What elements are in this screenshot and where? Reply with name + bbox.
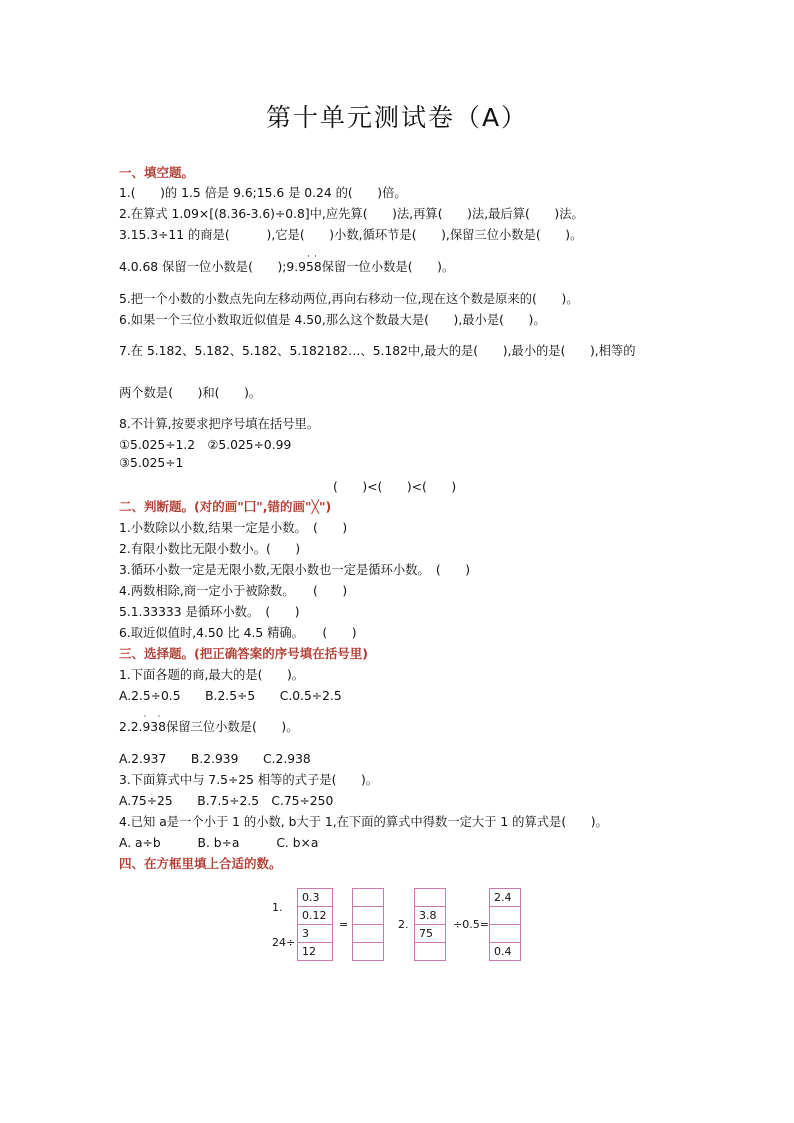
choice-3-options: A.75÷25 B.7.5÷2.5 C.75÷250 bbox=[119, 794, 334, 808]
equals-sign: = bbox=[339, 918, 349, 931]
repeat-dot: · bbox=[314, 252, 317, 262]
box-left-1: 0.3 bbox=[297, 888, 333, 907]
choice-4: 4.已知 a是一个小于 1 的小数, b大于 1,在下面的算式中得数一定大于 1 的算式是( )。 bbox=[119, 815, 608, 829]
choice-1-options: A.2.5÷0.5 B.2.5÷5 C.0.5÷2.5 bbox=[119, 689, 342, 703]
repeating-digits: 938 · · bbox=[142, 712, 166, 734]
box-right-4: 0.4 bbox=[489, 942, 521, 961]
judge-1: 1.小数除以小数,结果一定是小数。 ( ) bbox=[119, 521, 348, 535]
repeating-digits: 58 · · bbox=[306, 252, 322, 274]
question-1: 1.( )的 1.5 倍是 9.6;15.6 是 0.24 的( )倍。 bbox=[119, 186, 407, 200]
answer-box-3[interactable] bbox=[352, 924, 384, 943]
choice-2-part-c: 保留三位小数是( )。 bbox=[165, 720, 299, 734]
choice-4-options: A. a÷b B. b÷a C. b×a bbox=[119, 836, 319, 850]
answer-box-2[interactable] bbox=[352, 906, 384, 925]
question-4 bbox=[119, 252, 455, 275]
section-heading-fill: 一、填空题。 bbox=[119, 165, 195, 180]
repeat-dot: · bbox=[307, 252, 310, 262]
page-title: 第十单元测试卷（A） bbox=[265, 103, 529, 132]
question-2: 2.在算式 1.09×[(8.36-3.6)÷0.8]中,应先算( )法,再算( )法,最后算( )法。 bbox=[119, 207, 584, 221]
question-8: 8.不计算,按要求把序号填在括号里。 bbox=[119, 417, 320, 431]
question-8-answer-blanks: ( )<( )<( ) bbox=[333, 480, 457, 494]
question-5: 5.把一个小数的小数点先向左移动两位,再向右移动一位,现在这个数是原来的( )。 bbox=[119, 292, 579, 306]
box-mid-1: 3.8 bbox=[414, 906, 446, 925]
answer-box-6[interactable] bbox=[414, 942, 446, 961]
option-2: ②5.025÷0.99 bbox=[207, 438, 292, 452]
judge-4: 4.两数相除,商一定小于被除数。 ( ) bbox=[119, 584, 348, 598]
choice-3: 3.下面算式中与 7.5÷25 相等的式子是( )。 bbox=[119, 773, 379, 787]
option-1: ①5.025÷1.2 bbox=[119, 438, 196, 452]
choice-1: 1.下面各题的商,最大的是( )。 bbox=[119, 668, 305, 682]
box-left-2: 0.12 bbox=[297, 906, 333, 925]
box-problem-2-number: 2. bbox=[398, 918, 409, 931]
box-left-3: 3 bbox=[297, 924, 333, 943]
answer-box-5[interactable] bbox=[414, 888, 446, 907]
judge-5: 5.1.33333 是循环小数。 ( ) bbox=[119, 605, 300, 619]
question-6: 6.如果一个三位小数取近似值是 4.50,那么这个数最大是( ),最小是( )。 bbox=[119, 313, 546, 327]
question-7: 7.在 5.182、5.182、5.182、5.182182…、5.182中,最大的是( ),最小的是( ),相等的 bbox=[119, 344, 636, 358]
repeat-dot: · bbox=[157, 712, 161, 722]
answer-box-1[interactable] bbox=[352, 888, 384, 907]
answer-box-7[interactable] bbox=[489, 906, 521, 925]
choice-2-part-a: 2.2. bbox=[119, 720, 143, 734]
question-7-continued: 两个数是( )和( )。 bbox=[119, 386, 262, 400]
judge-3: 3.循环小数一定是无限小数,无限小数也一定是循环小数。 ( ) bbox=[119, 563, 471, 577]
judge-2: 2.有限小数比无限小数小。( ) bbox=[119, 542, 301, 556]
answer-box-8[interactable] bbox=[489, 924, 521, 943]
divide-by: ÷0.5= bbox=[453, 918, 489, 931]
box-left-4: 12 bbox=[297, 942, 333, 961]
question-3: 3.15.3÷11 的商是( ),它是( )小数,循环节是( ),保留三位小数是( )。 bbox=[119, 228, 583, 242]
question-4-part-c: 保留一位小数是( )。 bbox=[321, 260, 455, 274]
box-right-1: 2.4 bbox=[489, 888, 521, 907]
question-8-options bbox=[119, 435, 291, 453]
box-mid-2: 75 bbox=[414, 924, 446, 943]
answer-box-4[interactable] bbox=[352, 942, 384, 961]
choice-2 bbox=[119, 712, 299, 735]
box-problem-1-number: 1. bbox=[272, 901, 283, 914]
option-3: ③5.025÷1 bbox=[119, 456, 184, 470]
choice-2-options: A.2.937 B.2.939 C.2.938 bbox=[119, 752, 311, 766]
repeat-dot: · bbox=[143, 712, 147, 722]
section-heading-choice: 三、选择题。(把正确答案的序号填在括号里) bbox=[119, 646, 368, 661]
question-4-part-a: 4.0.68 保留一位小数是( );9.9 bbox=[119, 260, 306, 274]
box-problem-1-prefix: 24÷ bbox=[272, 936, 296, 949]
judge-6: 6.取近似值时,4.50 比 4.5 精确。 ( ) bbox=[119, 626, 357, 640]
section-heading-boxes: 四、在方框里填上合适的数。 bbox=[119, 856, 282, 871]
section-heading-judge: 二、判断题。(对的画"囗",错的画"╳") bbox=[119, 499, 332, 514]
